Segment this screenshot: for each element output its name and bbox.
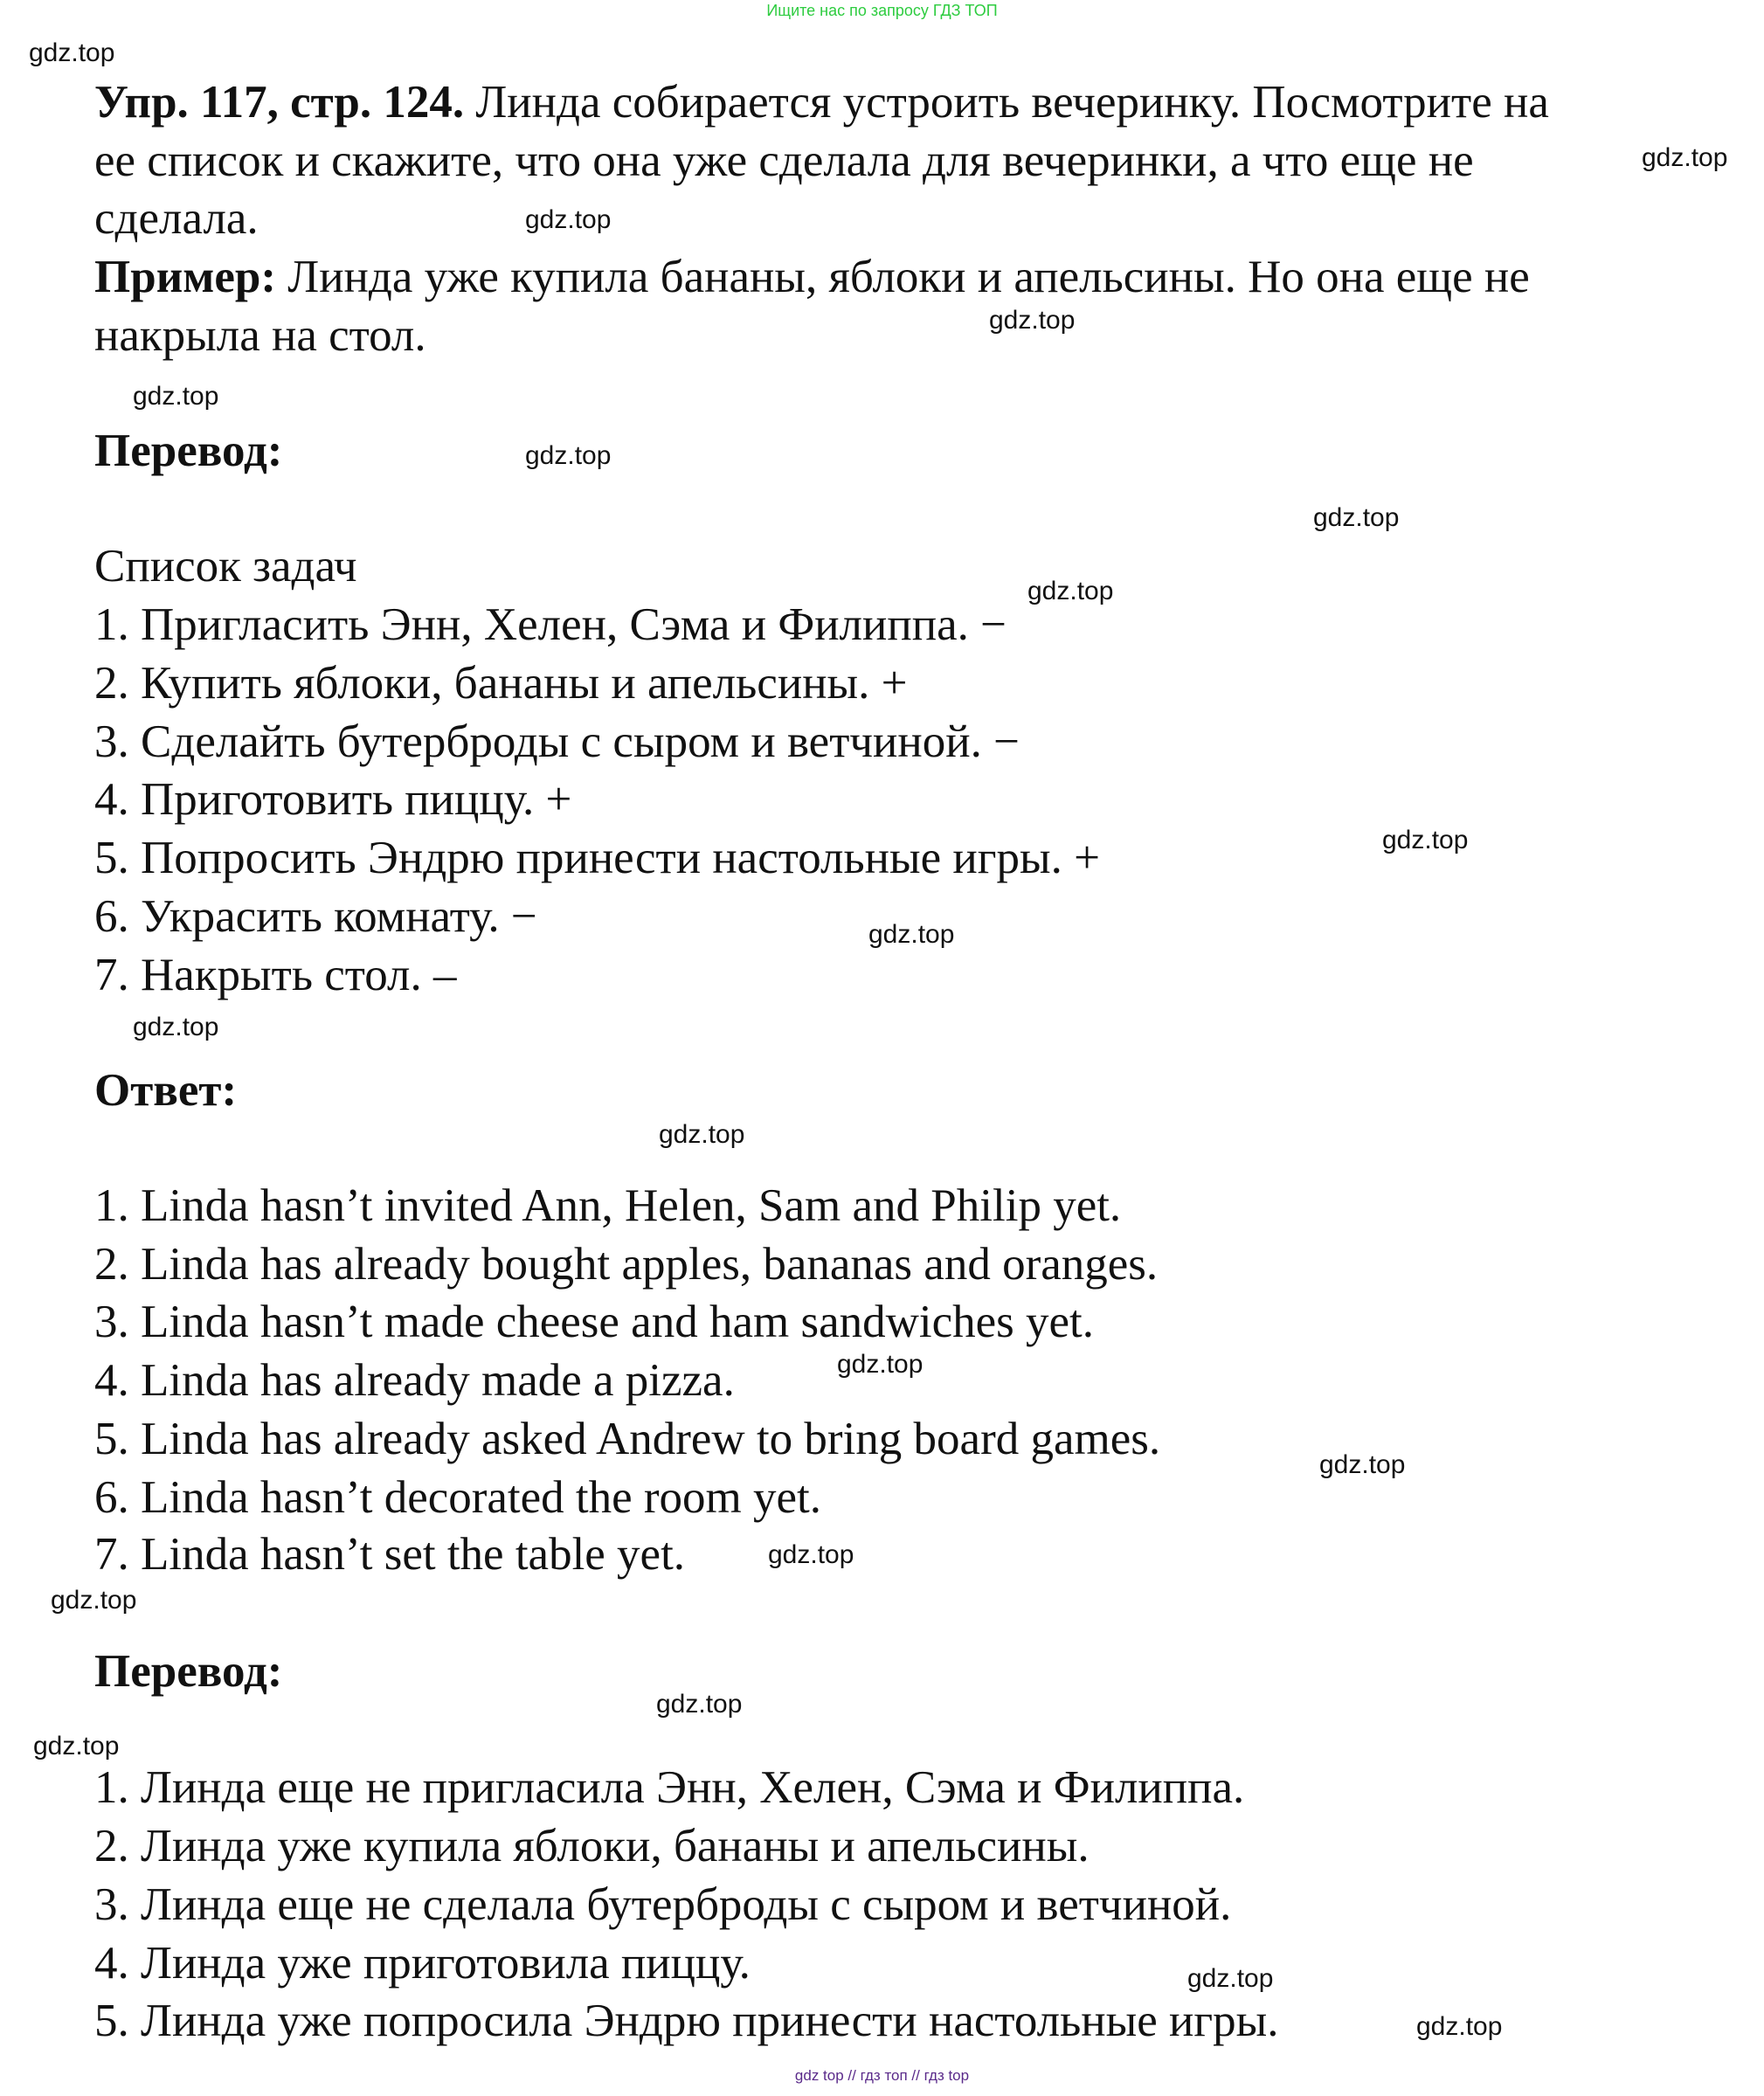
answer-translation-item: 4. Линда уже приготовила пиццу. <box>94 1938 751 1989</box>
answer-translation-item: 3. Линда еще не сделала бутерброды с сыром и ветчиной. <box>94 1879 1232 1930</box>
watermark: gdz.top <box>1319 1450 1406 1479</box>
todo-item: 6. Украсить комнату. − <box>94 891 537 942</box>
answer-item: 2. Linda has already bought apples, bananas and oranges. <box>94 1239 1159 1290</box>
watermark: gdz.top <box>1313 503 1400 532</box>
watermark: gdz.top <box>51 1586 137 1615</box>
watermark: gdz.top <box>1416 2012 1503 2041</box>
watermark: gdz.top <box>868 920 955 949</box>
watermark: gdz.top <box>133 1013 219 1041</box>
todo-title: Список задач <box>94 541 357 591</box>
example-line-2: накрыла на стол. <box>94 310 426 361</box>
todo-item: 5. Попросить Эндрю принести настольные игры. + <box>94 833 1100 883</box>
answer-item: 4. Linda has already made a pizza. <box>94 1355 735 1406</box>
example-label: Пример: <box>94 252 276 302</box>
watermark: gdz.top <box>525 441 612 470</box>
todo-item: 2. Купить яблоки, бананы и апельсины. + <box>94 658 908 709</box>
task-line-3: сделала. <box>94 193 259 244</box>
watermark: gdz.top <box>525 205 612 234</box>
answer-item: 1. Linda hasn’t invited Ann, Helen, Sam and Philip yet. <box>94 1180 1122 1231</box>
todo-item: 1. Пригласить Энн, Хелен, Сэма и Филиппа. − <box>94 599 1007 650</box>
answer-translation-item: 5. Линда уже попросила Эндрю принести настольные игры. <box>94 1996 1279 2046</box>
watermark: gdz.top <box>33 1732 120 1761</box>
answer-item: 7. Linda hasn’t set the table yet. <box>94 1529 686 1580</box>
watermark: gdz.top <box>656 1690 743 1719</box>
search-banner: Ищите нас по запросу ГДЗ ТОП <box>766 2 998 19</box>
watermark: gdz.top <box>133 382 219 411</box>
answer-heading: Ответ: <box>94 1065 238 1116</box>
footer-watermark: gdz top // гдз топ // гдз top <box>794 2067 970 2084</box>
watermark: gdz.top <box>1642 143 1728 172</box>
task-label: Упр. 117, стр. 124. <box>94 77 465 128</box>
example-text: Линда уже купила бананы, яблоки и апельсины. Но она еще не <box>276 252 1530 302</box>
todo-item: 4. Приготовить пиццу. + <box>94 774 572 825</box>
answer-item: 5. Linda has already asked Andrew to bring board games. <box>94 1414 1161 1464</box>
watermark: gdz.top <box>659 1120 745 1149</box>
watermark: gdz.top <box>989 306 1076 335</box>
todo-item: 3. Сделайть бутерброды с сыром и ветчиной. − <box>94 716 1020 767</box>
example-line-1 <box>94 248 1530 306</box>
todo-item: 7. Накрыть стол. – <box>94 950 457 1000</box>
task-line-2: ее список и скажите, что она уже сделала для вечеринки, а что еще не <box>94 135 1474 186</box>
answer-translation-item: 1. Линда еще не пригласила Энн, Хелен, Сэма и Филиппа. <box>94 1762 1245 1813</box>
watermark: gdz.top <box>1382 826 1469 854</box>
translation-heading: Перевод: <box>94 425 283 476</box>
watermark: gdz.top <box>837 1350 924 1379</box>
answer-item: 6. Linda hasn’t decorated the room yet. <box>94 1472 822 1523</box>
watermark: gdz.top <box>1027 577 1114 605</box>
answer-translation-item: 2. Линда уже купила яблоки, бананы и апельсины. <box>94 1821 1090 1871</box>
watermark: gdz.top <box>29 38 115 67</box>
watermark: gdz.top <box>768 1540 854 1569</box>
task-text: Линда собирается устроить вечеринку. Посмотрите на <box>464 77 1549 128</box>
watermark: gdz.top <box>1187 1964 1274 1993</box>
answer-item: 3. Linda hasn’t made cheese and ham sandwiches yet. <box>94 1297 1095 1347</box>
task-line-1 <box>94 73 1549 131</box>
answer-translation-heading: Перевод: <box>94 1646 283 1697</box>
